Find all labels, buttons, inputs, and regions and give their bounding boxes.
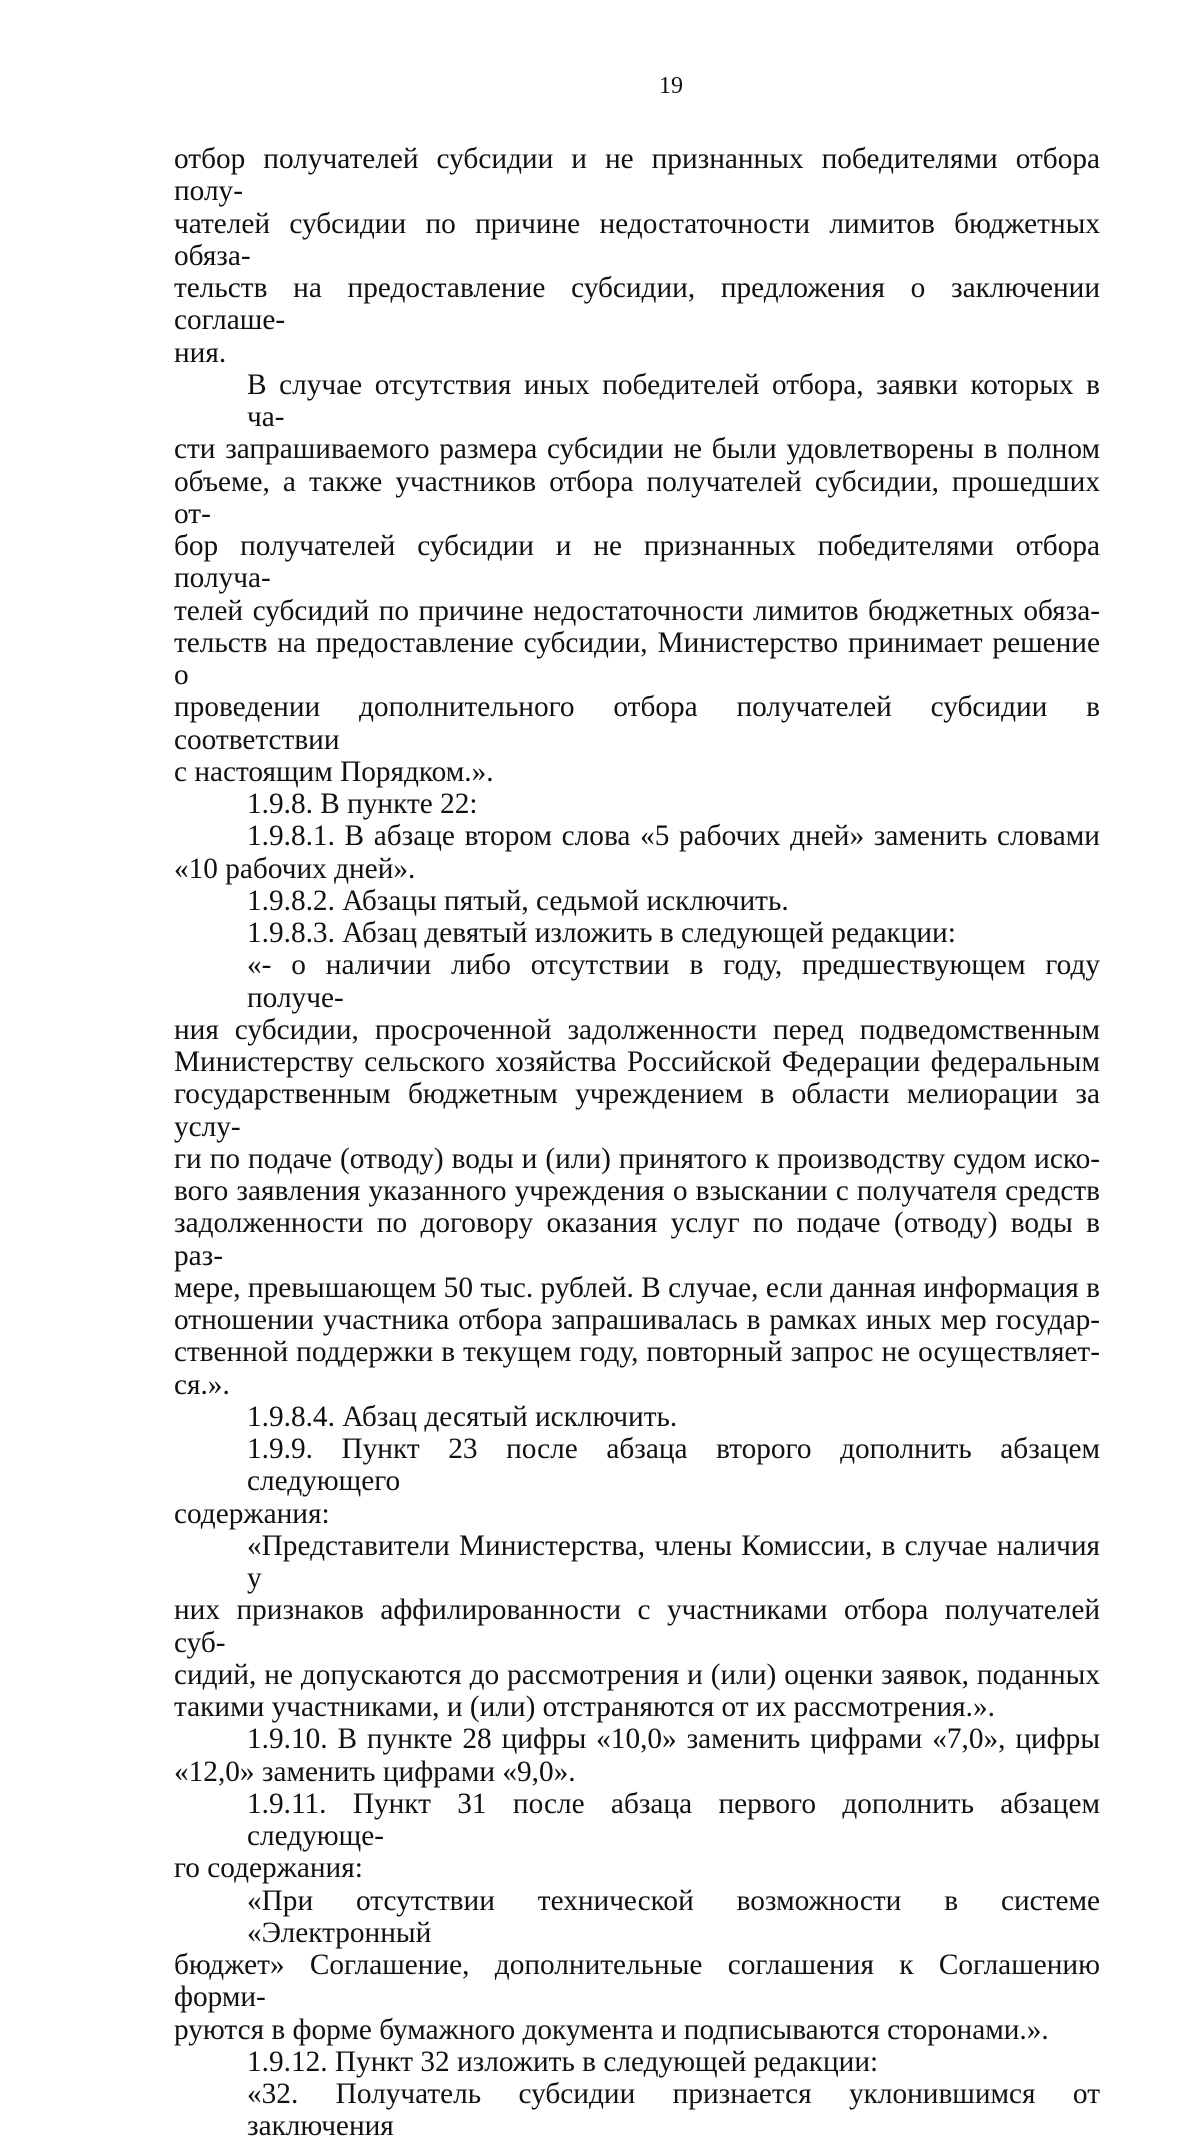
paragraph — [174, 2078, 1100, 2143]
text-line: 1.9.11. Пункт 31 после абзаца первого дополнить абзацем следующе- — [247, 1787, 1100, 1852]
text-line: ственной поддержки в текущем году, повторный запрос не осуществляет- — [174, 1336, 1100, 1369]
paragraph — [174, 820, 1100, 885]
text-line: телей субсидий по причине недостаточности лимитов бюджетных обяза- — [174, 594, 1100, 627]
text-line: 1.9.9. Пункт 23 после абзаца второго дополнить абзацем следующего — [247, 1433, 1100, 1498]
text-line: чателей субсидии по причине недостаточности лимитов бюджетных обяза- — [174, 207, 1100, 272]
text-line: «12,0» заменить цифрами «9,0». — [174, 1755, 576, 1788]
text-line: 1.9.8.2. Абзацы пятый, седьмой исключить. — [247, 884, 789, 917]
text-line: задолженности по договору оказания услуг по подаче (отводу) воды в раз- — [174, 1207, 1100, 1272]
text-line: Министерству сельского хозяйства Российской Федерации федеральным — [174, 1046, 1100, 1078]
text-line: «10 рабочих дней». — [174, 852, 416, 885]
text-line: отбор получателей субсидии и не признанных победителями отбора полу- — [174, 143, 1100, 208]
paragraph — [174, 1723, 1100, 1788]
text-line: бюджет» Соглашение, дополнительные соглашения к Соглашению форми- — [174, 1949, 1100, 2014]
text-line: ги по подаче (отводу) воды и (или) принятого к производству судом иско- — [174, 1142, 1100, 1175]
text-line: ся.». — [174, 1368, 230, 1401]
text-line: мере, превышающем 50 тыс. рублей. В случае, если данная информация в — [174, 1271, 1100, 1304]
text-line: тельств на предоставление субсидии, Министерство принимает решение о — [174, 626, 1100, 691]
text-line: содержания: — [174, 1497, 330, 1530]
paragraph — [174, 1433, 1100, 1530]
text-line: тельств на предоставление субсидии, предложения о заключении соглаше- — [174, 272, 1100, 337]
text-line: проведении дополнительного отбора получателей субсидии в соответствии — [174, 691, 1100, 756]
text-line: 1.9.8.4. Абзац десятый исключить. — [247, 1400, 678, 1433]
text-line: 1.9.8.3. Абзац девятый изложить в следующей редакции: — [247, 917, 956, 949]
text-line: «32. Получатель субсидии признается уклонившимся от заключения — [247, 2078, 1100, 2143]
text-line: государственным бюджетным учреждением в области мелиорации за услу- — [174, 1078, 1100, 1143]
paragraph — [174, 143, 1100, 369]
paragraph — [174, 1530, 1100, 1724]
text-line: руются в форме бумажного документа и подписываются сторонами.». — [174, 2013, 1049, 2046]
paragraph — [174, 917, 1100, 949]
paragraph — [174, 885, 1100, 917]
text-line: «- о наличии либо отсутствии в году, предшествующем году получе- — [247, 949, 1100, 1014]
paragraph — [174, 2046, 1100, 2078]
paragraph — [174, 949, 1100, 1401]
text-line: с настоящим Порядком.». — [174, 755, 494, 788]
text-line: «Представители Министерства, члены Комиссии, в случае наличия у — [247, 1529, 1100, 1594]
text-line: В случае отсутствия иных победителей отбора, заявки которых в ча- — [247, 368, 1100, 433]
text-line: объеме, а также участников отбора получателей субсидии, прошедших от- — [174, 465, 1100, 530]
text-line: 1.9.12. Пункт 32 изложить в следующей редакции: — [247, 2045, 879, 2078]
paragraph — [174, 1788, 1100, 1885]
paragraph — [174, 1401, 1100, 1433]
text-line: 1.9.8.1. В абзаце втором слова «5 рабочих дней» заменить словами — [247, 820, 1100, 853]
text-line: бор получателей субсидии и не признанных победителями отбора получа- — [174, 530, 1100, 595]
paragraph — [174, 369, 1100, 788]
text-line: 1.9.8. В пункте 22: — [247, 788, 478, 820]
text-line: го содержания: — [174, 1852, 363, 1885]
text-line: «При отсутствии технической возможности в системе «Электронный — [247, 1884, 1100, 1949]
text-line: отношении участника отбора запрашивалась в рамках иных мер государ- — [174, 1304, 1100, 1336]
document-body — [174, 143, 1100, 2143]
text-line: сидий, не допускаются до рассмотрения и (или) оценки заявок, поданных — [174, 1658, 1100, 1691]
text-line: ния. — [174, 336, 227, 369]
text-line: вого заявления указанного учреждения о взыскании с получателя средств — [174, 1175, 1100, 1207]
text-line: ния субсидии, просроченной задолженности перед подведомственным — [174, 1013, 1100, 1046]
text-line: сти запрашиваемого размера субсидии не были удовлетворены в полном — [174, 433, 1100, 466]
text-line: 1.9.10. В пункте 28 цифры «10,0» заменить цифрами «7,0», цифры — [247, 1723, 1100, 1756]
paragraph — [174, 1885, 1100, 2046]
text-line: них признаков аффилированности с участниками отбора получателей суб- — [174, 1594, 1100, 1659]
page-number: 19 — [659, 73, 683, 99]
paragraph — [174, 788, 1100, 820]
text-line: такими участниками, и (или) отстраняются от их рассмотрения.». — [174, 1691, 995, 1723]
